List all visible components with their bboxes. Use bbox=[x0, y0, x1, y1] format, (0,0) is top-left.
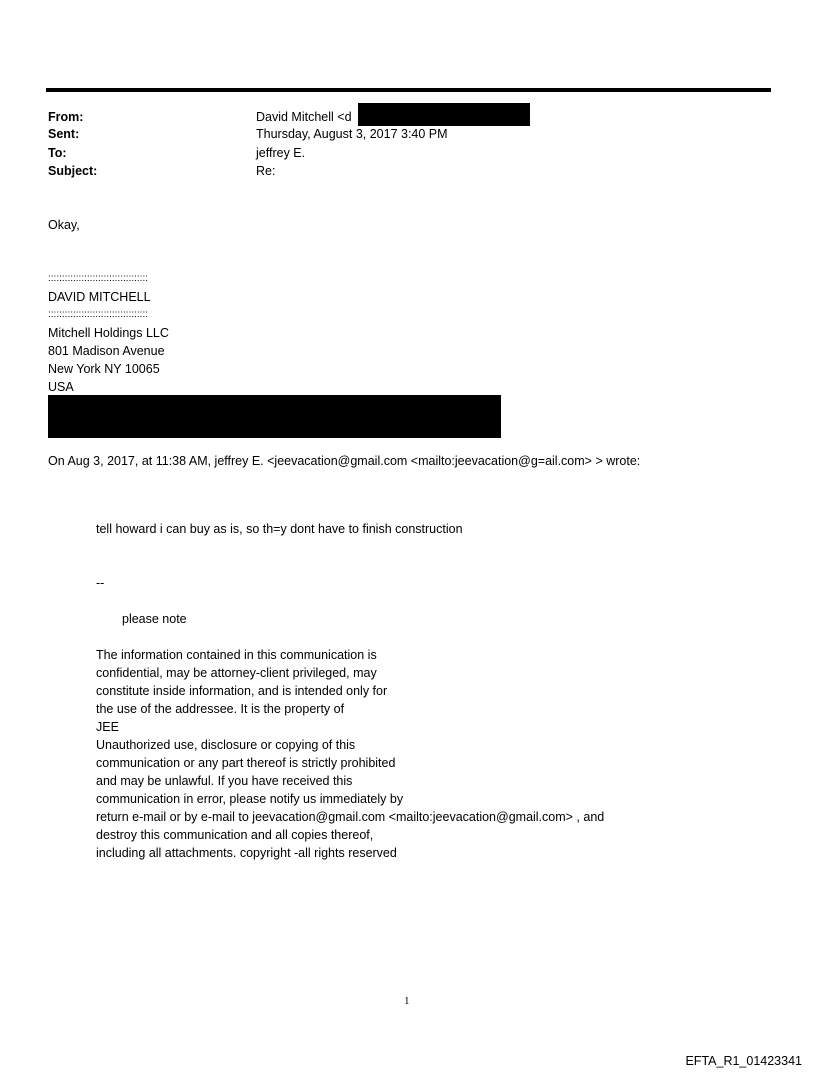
disclaimer-line: JEE bbox=[96, 720, 119, 734]
subject-label: Subject: bbox=[48, 164, 98, 178]
signature-city: New York NY 10065 bbox=[48, 362, 160, 376]
redaction-box bbox=[48, 395, 501, 438]
signature-divider: :::::::::::::::::::::::::::::::::::: bbox=[48, 273, 149, 284]
sent-value: Thursday, August 3, 2017 3:40 PM bbox=[256, 127, 448, 141]
quote-attribution: On Aug 3, 2017, at 11:38 AM, jeffrey E. <jeevacation@gmail.com <mailto:jeevacation@g=ail.com> > wrote: bbox=[48, 454, 641, 468]
disclaimer-line: the use of the addressee. It is the property of bbox=[96, 702, 345, 716]
signature-name: DAVID MITCHELL bbox=[48, 290, 151, 304]
signature-street: 801 Madison Avenue bbox=[48, 344, 165, 358]
from-label: From: bbox=[48, 110, 84, 124]
please-note: please note bbox=[122, 612, 187, 626]
quoted-body: tell howard i can buy as is, so th=y dont have to finish construction bbox=[96, 522, 463, 536]
disclaimer-line: confidential, may be attorney-client privileged, may bbox=[96, 666, 377, 680]
sent-label: Sent: bbox=[48, 127, 80, 141]
disclaimer-line: Unauthorized use, disclosure or copying of this bbox=[96, 738, 356, 752]
signature-separator: -- bbox=[96, 576, 105, 590]
disclaimer-line: destroy this communication and all copies thereof, bbox=[96, 828, 374, 842]
disclaimer-line: including all attachments. copyright -all rights reserved bbox=[96, 846, 397, 860]
signature-company: Mitchell Holdings LLC bbox=[48, 326, 169, 340]
disclaimer-line: constitute inside information, and is intended only for bbox=[96, 684, 388, 698]
subject-value: Re: bbox=[256, 164, 276, 178]
page-number: 1 bbox=[404, 995, 410, 1007]
disclaimer-line: The information contained in this communication is bbox=[96, 648, 377, 662]
disclaimer-line: communication or any part thereof is strictly prohibited bbox=[96, 756, 396, 770]
redaction-box bbox=[358, 103, 530, 126]
top-rule bbox=[46, 88, 771, 92]
signature-divider: :::::::::::::::::::::::::::::::::::: bbox=[48, 309, 149, 320]
to-label: To: bbox=[48, 146, 67, 160]
disclaimer-line: and may be unlawful. If you have received this bbox=[96, 774, 353, 788]
to-value: jeffrey E. bbox=[256, 146, 306, 160]
greeting: Okay, bbox=[48, 218, 80, 232]
document-id: EFTA_R1_01423341 bbox=[685, 1054, 802, 1068]
disclaimer-line: communication in error, please notify us immediately by bbox=[96, 792, 404, 806]
signature-country: USA bbox=[48, 380, 74, 394]
from-value: David Mitchell <d bbox=[256, 110, 352, 124]
disclaimer-line: return e-mail or by e-mail to jeevacation@gmail.com <mailto:jeevacation@gmail.com> , and bbox=[96, 810, 605, 824]
